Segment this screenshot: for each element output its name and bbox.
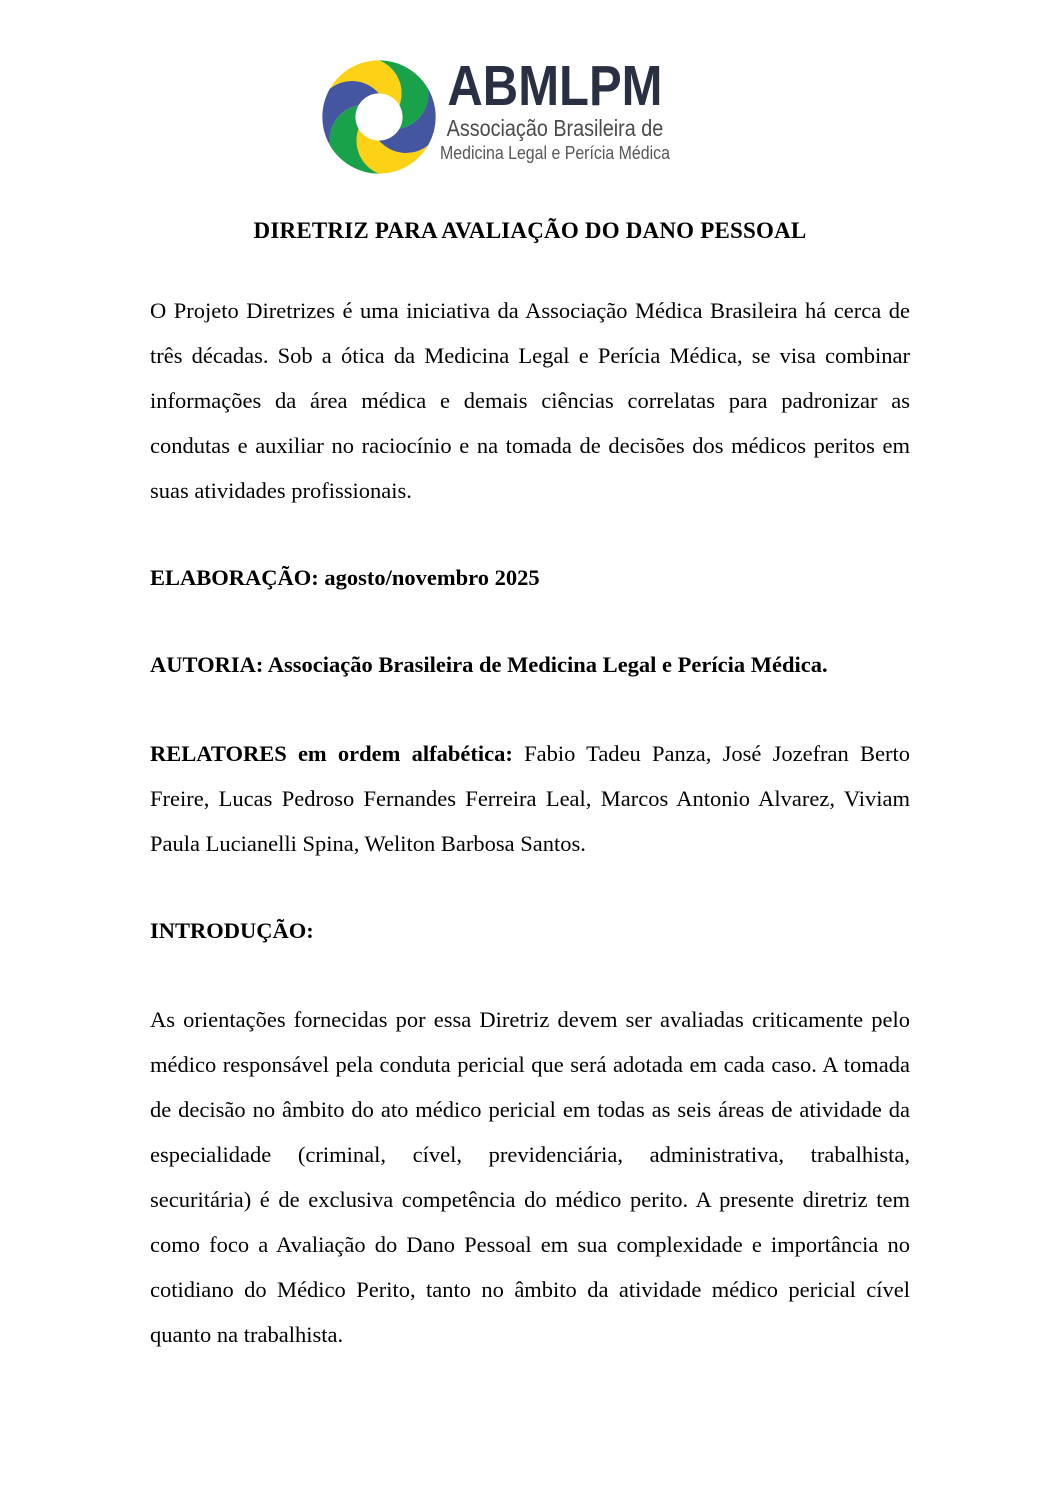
elaboracao-line: ELABORAÇÃO: agosto/novembro 2025	[150, 565, 540, 590]
relatores-label: RELATORES em ordem alfabética:	[150, 741, 513, 766]
logo-wordmark	[440, 54, 671, 163]
relatores-paragraph	[150, 731, 910, 866]
introducao-heading: INTRODUÇÃO:	[150, 918, 314, 943]
document-body	[150, 218, 910, 1357]
paragraph-projeto-diretrizes: O Projeto Diretrizes é uma iniciativa da Associação Médica Brasileira há cerca de três décadas. Sob a ótica da Medicina Legal e Perícia Médica, se visa combinar informações da área médica e demais ciências correlatas para padronizar as condutas e auxiliar no raciocínio e na tomada de decisões dos médicos peritos em suas atividades profissionais.	[150, 298, 910, 503]
document-title: DIRETRIZ PARA AVALIAÇÃO DO DANO PESSOAL	[253, 218, 807, 243]
logo-subtitle-line2: Medicina Legal e Perícia Médica	[440, 141, 671, 163]
autoria-line: AUTORIA: Associação Brasileira de Medicina Legal e Perícia Médica.	[150, 652, 828, 677]
introducao-paragraph: As orientações fornecidas por essa Diretriz devem ser avaliadas criticamente pelo médico responsável pela conduta pericial que será adotada em cada caso. A tomada de decisão no âmbito do ato médico pericial em todas as seis áreas de atividade da especialidade (criminal, cível, previdenciária, administrativa, trabalhista, securitária) é de exclusiva competência do médico perito. A presente diretriz tem como foco a Avaliação do Dano Pessoal em sua complexidade e importância no cotidiano do Médico Perito, tanto no âmbito da atividade médico pericial cível quanto na trabalhista.	[150, 1007, 910, 1347]
abmlpm-swirl-logo-icon	[320, 58, 438, 176]
logo-subtitle-line1: Associação Brasileira de	[446, 115, 664, 142]
logo-center-hole	[364, 102, 395, 133]
logo-acronym: ABMLPM	[447, 54, 663, 118]
relatores-names: Fabio Tadeu Panza, José Jozefran Berto Freire, Lucas Pedroso Fernandes Ferreira Leal, Marcos Antonio Alvarez, Viviam Paula Lucianelli Spina, Weliton Barbosa Santos.	[150, 741, 911, 856]
logo-header	[0, 0, 1044, 176]
